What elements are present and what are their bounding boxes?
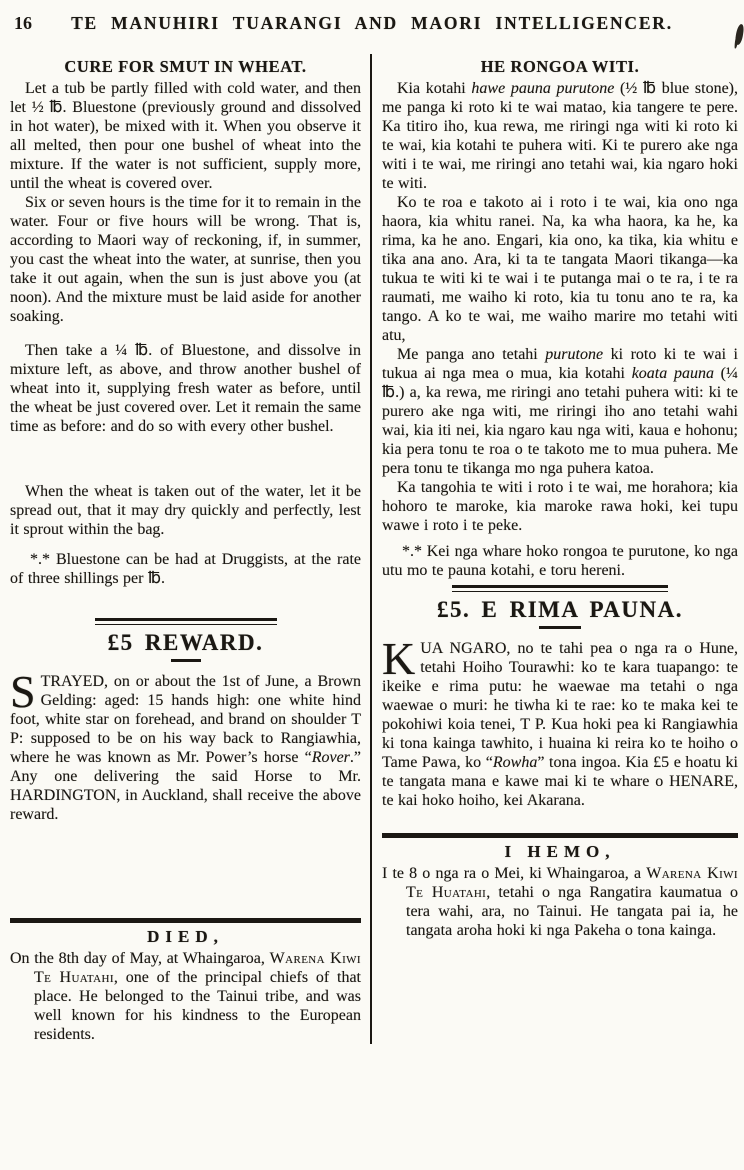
rongoa-paragraph-3: Me panga ano tetahi purutone ki roto ki te wai i tukua ai nga mea o mua, kia kotahi koata pauna (¼ ℔.) a, ka rewa, me riringi ano tetahi puhera witi: ki te purero ake nga witi, me riringi iho ano tetahi wahi wai, kia iti nei, kia ngaro kau nga witi, kaua e hohonu; kia pera tonu te roa o te takoto me to mua puhera. Me pera tonu te tikanga mo nga puhera katoa.: [382, 346, 739, 477]
dropcap-letter: K: [382, 633, 416, 684]
page-number: 16: [14, 13, 32, 33]
i-hemo-section: [382, 833, 738, 940]
died-obituary-text: On the 8th day of May, at Whaingaroa, Warena Kiwi Te Huatahi, one of the principal chiefs of that place. He belonged to the Tainui tribe, and was well known for his kindness to the European residents.: [10, 950, 361, 1043]
smut-paragraph-3: Then take a ¼ ℔. of Bluestone, and dissolve in mixture left, as above, and throw another bushel of wheat into it, supplying fresh water as before, until the wheat be just covered over. Let it remain the same time as before: and do so with every other bushel.: [10, 342, 361, 435]
short-rule: [539, 626, 581, 629]
double-rule: [95, 618, 277, 625]
right-column: [372, 54, 744, 1044]
short-rule: [171, 659, 201, 662]
i-hemo-heading: I HEMO,: [504, 842, 616, 861]
page-header: [0, 0, 744, 44]
column-layout: [0, 54, 744, 1044]
thick-rule: [10, 918, 361, 923]
rongoa-paragraph-4: Ka tangohia te witi i roto i te wai, me horahora; kia hohoro te maroke, kia maroke rawa hoki, kei tupu wawe i roto i te peke.: [382, 479, 738, 534]
i-hemo-obituary-text: I te 8 o nga ra o Mei, ki Whaingaroa, a Warena Kiwi Te Huatahi, tetahi o nga Rangatira kaumatua o tera wahi, ara, no Tainui. He tangata pai ia, he tangata aroha hoki ki nga Pakeha o tona kainga.: [382, 865, 739, 939]
rongoa-paragraph-1: Kia kotahi hawe pauna purutone (½ ℔ blue stone), me panga ki roto ki te wai matao, kia tangere te pere. Ka titiro iho, kua rewa, me riringi nga witi ki roto ki te wai, kia kotahi te puhera witi. Ki te purero ake nga witi i te wai, me riringi ano tetahi wai, kia ngaro hoki te witi.: [382, 80, 739, 192]
rongoa-paragraph-2: Ko te roa e takoto ai i roto i te wai, kia ono nga haora, kia whitu ranei. Na, ka wha haora, ka he, ka rima, ka he ano. Engari, kia ono, ka tika, kia whitu e tika ana ano. Ara, ki ta te tangata Maori tikanga—ka tukua te witi ki te wai i te putanga mai o te ra, i te ra raumati, me waiho ki roto, kia tu tonu ano te ra, ka tango. A ko te wai, me waiho marire mo tetahi witi atu,: [382, 194, 738, 344]
reward-heading-maori: £5. E RIMA PAUNA.: [437, 597, 683, 622]
smut-footnote: *.* Bluestone can be had at Druggists, at the rate of three shillings per ℔.: [10, 551, 361, 587]
reward-section-english: [10, 618, 361, 824]
masthead-title: TE MANUHIRI TUARANGI AND MAORI INTELLIGENCER.: [71, 13, 673, 33]
reward-section-maori: [382, 585, 738, 810]
strayed-notice-paragraph: [10, 666, 361, 824]
thick-rule: [382, 833, 738, 838]
double-rule: [452, 585, 668, 592]
article-heading-cure-for-smut: CURE FOR SMUT IN WHEAT.: [64, 57, 307, 76]
rongoa-footnote: *.* Kei nga whare hoko rongoa te purutone, ko nga utu mo te pauna kotahi, e toru hereni.: [382, 543, 738, 579]
died-heading: DIED,: [147, 927, 224, 946]
kua-ngaro-notice-text: UA NGARO, no te tahi pea o nga ra o Hune, tetahi Hoiho Tourawhi: ko te kara tuapango: te ikeike e rima putu: he waewae ma tetahi o nga waewae o muri: he tiwha ki te rae: ko te maka kei te pokohiwi koia tenei, T P. Kua hoki pea ki Rangiawhia ki tona kainga tawhito, i huaina ki reira ko te hoiho o Tame Pawa, ko “Rowha” tona ingoa. Kia £5 e hoatu ki te tangata mana e kawe mai ki te whare o HENARE, te kai hoko hoiho, kei Akarana.: [382, 640, 738, 809]
reward-heading-english: £5 REWARD.: [107, 630, 264, 655]
smut-paragraph-1: Let a tub be partly filled with cold water, and then let ½ ℔. Bluestone (previously ground and dissolved in hot water), be mixed with it. When you observe it all melted, then pour one bushel of wheat into the mixture. If the water is not sufficient, supply more, until the wheat is covered over.: [10, 80, 361, 192]
left-column: [0, 54, 370, 1044]
kua-ngaro-notice-paragraph: [382, 633, 738, 810]
smut-paragraph-4: When the wheat is taken out of the water, let it be spread out, that it may dry quickly and perfectly, lest it sprout within the bag.: [10, 483, 361, 538]
died-section: [10, 918, 361, 1044]
strayed-notice-text: TRAYED, on or about the 1st of June, a Brown Gelding: aged: 15 hands high: one white hind foot, white star on forehead, and brand on shoulder T P: supposed to be on his way back to Rangiawhia, where he was known as Mr. Power’s horse “Rover.” Any one delivering the said Horse to Mr. HARDINGTON, in Auckland, shall receive the above reward.: [10, 673, 361, 823]
article-heading-he-rongoa-witi: HE RONGOA WITI.: [480, 57, 640, 76]
dropcap-letter: S: [10, 666, 36, 717]
smut-paragraph-2: Six or seven hours is the time for it to remain in the water. Four or five hours will be wrong. That is, according to Maori way of reckoning, if, in summer, you cast the wheat into the water, at sunrise, then you take it out again, when the sun is just above you (at noon). And the mixture must be laid aside for another soaking.: [10, 194, 361, 325]
